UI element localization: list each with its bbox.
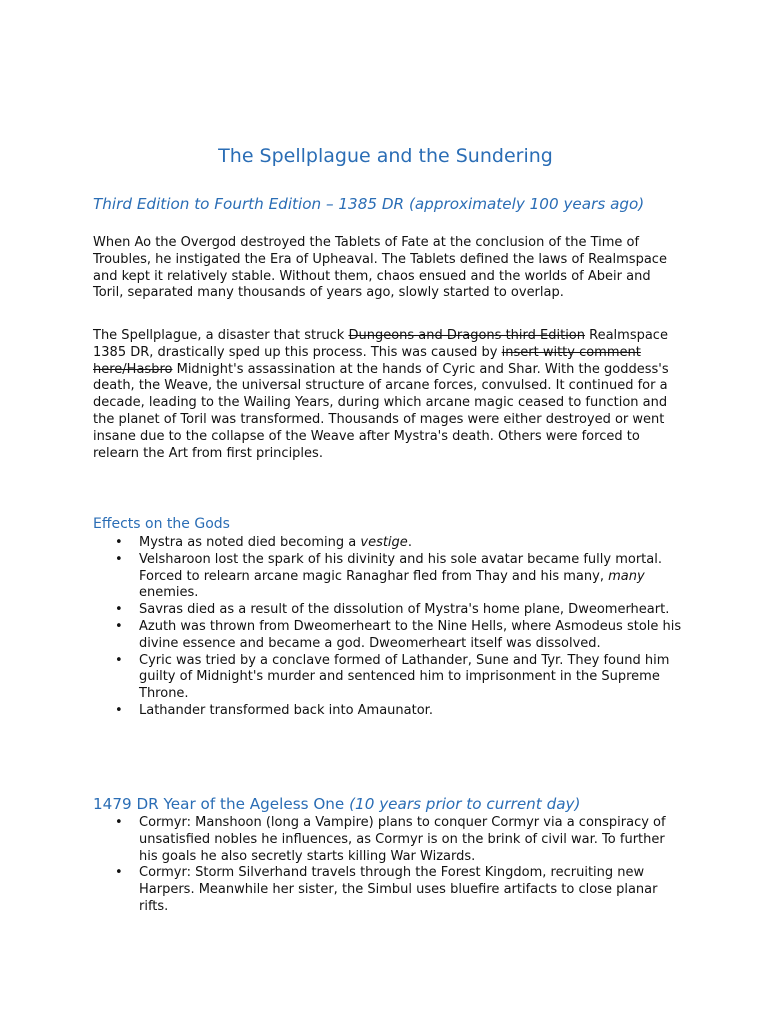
list-item-mystra [93,535,683,552]
document-title: The Spellplague and the Sundering [218,145,553,167]
list-item-manshoon: • Cormyr: Manshoon (long a Vampire) plans to conquer Cormyr via a conspiracy of unsatisfied nobles he influences, as Cormyr is on the brink of civil war. To further his goals he also secretly starts killing War Wizards. [93,815,683,865]
list-item-text: . [407,535,412,550]
list-item-savras: • Savras died as a result of the dissolution of Mystra's home plane, Dweomerheart. [93,602,683,619]
list-item-text: Velsharoon lost the spark of his divinity and his sole avatar became fully mortal. Forced to relearn arcane magic Ranaghar fled from Thay and his many, [139,551,662,584]
section-heading-1479-dr [93,795,580,814]
list-item-velsharoon [93,552,683,602]
section-heading-gods: Effects on the Gods [93,516,230,532]
list-item-lathander: • Lathander transformed back into Amaunator. [93,703,683,720]
section-heading-1479-dr-text: 1479 DR Year of the Ageless One [93,795,350,813]
emphasis-text: many [608,568,645,584]
list-item-azuth: • Azuth was thrown from Dweomerheart to the Nine Hells, where Asmodeus stole his divine essence and became a god. Dweomerheart itself was dissolved. [93,619,683,653]
paragraph-spellplague-part3: Midnight's assassination at the hands of Cyric and Shar. With the goddess's death, the Weave, the universal structure of arcane forces, convulsed. It continued for a decade, leading to the Wailing Years, during which arcane magic ceased to function and the planet of Toril was transformed. Thousands of mages were either destroyed or went insane due to the collapse of the Weave after Mystra's death. Others were forced to relearn the Art from first principles. [93,361,669,461]
list-item-storm-silverhand: • Cormyr: Storm Silverhand travels through the Forest Kingdom, recruiting new Harpers. Meanwhile her sister, the Simbul uses bluefire artifacts to close planar rifts. [93,865,683,915]
list-item-text: Mystra as noted died becoming a [139,535,361,550]
strikethrough-text-hasbro: insert witty comment here/Hasbro [93,344,641,377]
list-item-cyric: • Cyric was tried by a conclave formed of Lathander, Sune and Tyr. They found him guilty of Midnight's murder and sentenced him to imprisonment in the Supreme Throne. [93,653,683,703]
section-heading-editions-text: Third Edition to Fourth Edition – 1385 DR (approximately 100 years ago) [93,195,645,213]
emphasis-text: vestige [360,535,408,550]
paragraph-spellplague-part1: The Spellplague, a disaster that struck [93,328,349,343]
section-heading-editions [93,195,644,214]
section-heading-1479-dr-italic: (10 years prior to current day) [349,795,581,813]
strikethrough-text-edition: Dungeons and Dragons third Edition [348,328,585,343]
paragraph-tablets-of-fate: When Ao the Overgod destroyed the Tablets of Fate at the conclusion of the Time of Troubles, he instigated the Era of Upheaval. The Tablets defined the laws of Realmspace and kept it relatively stable. Without them, chaos ensued and the worlds of Abeir and Toril, separated many thousands of years ago, slowly started to overlap. [93,235,667,301]
list-item-text: enemies. [139,585,199,601]
paragraph-spellplague [93,328,683,462]
gods-effects-list [93,535,683,720]
timeline-events-list [93,815,683,916]
paragraph-spellplague-part2: Realmspace 1385 DR, drastically sped up this process. This was caused by [93,328,668,360]
